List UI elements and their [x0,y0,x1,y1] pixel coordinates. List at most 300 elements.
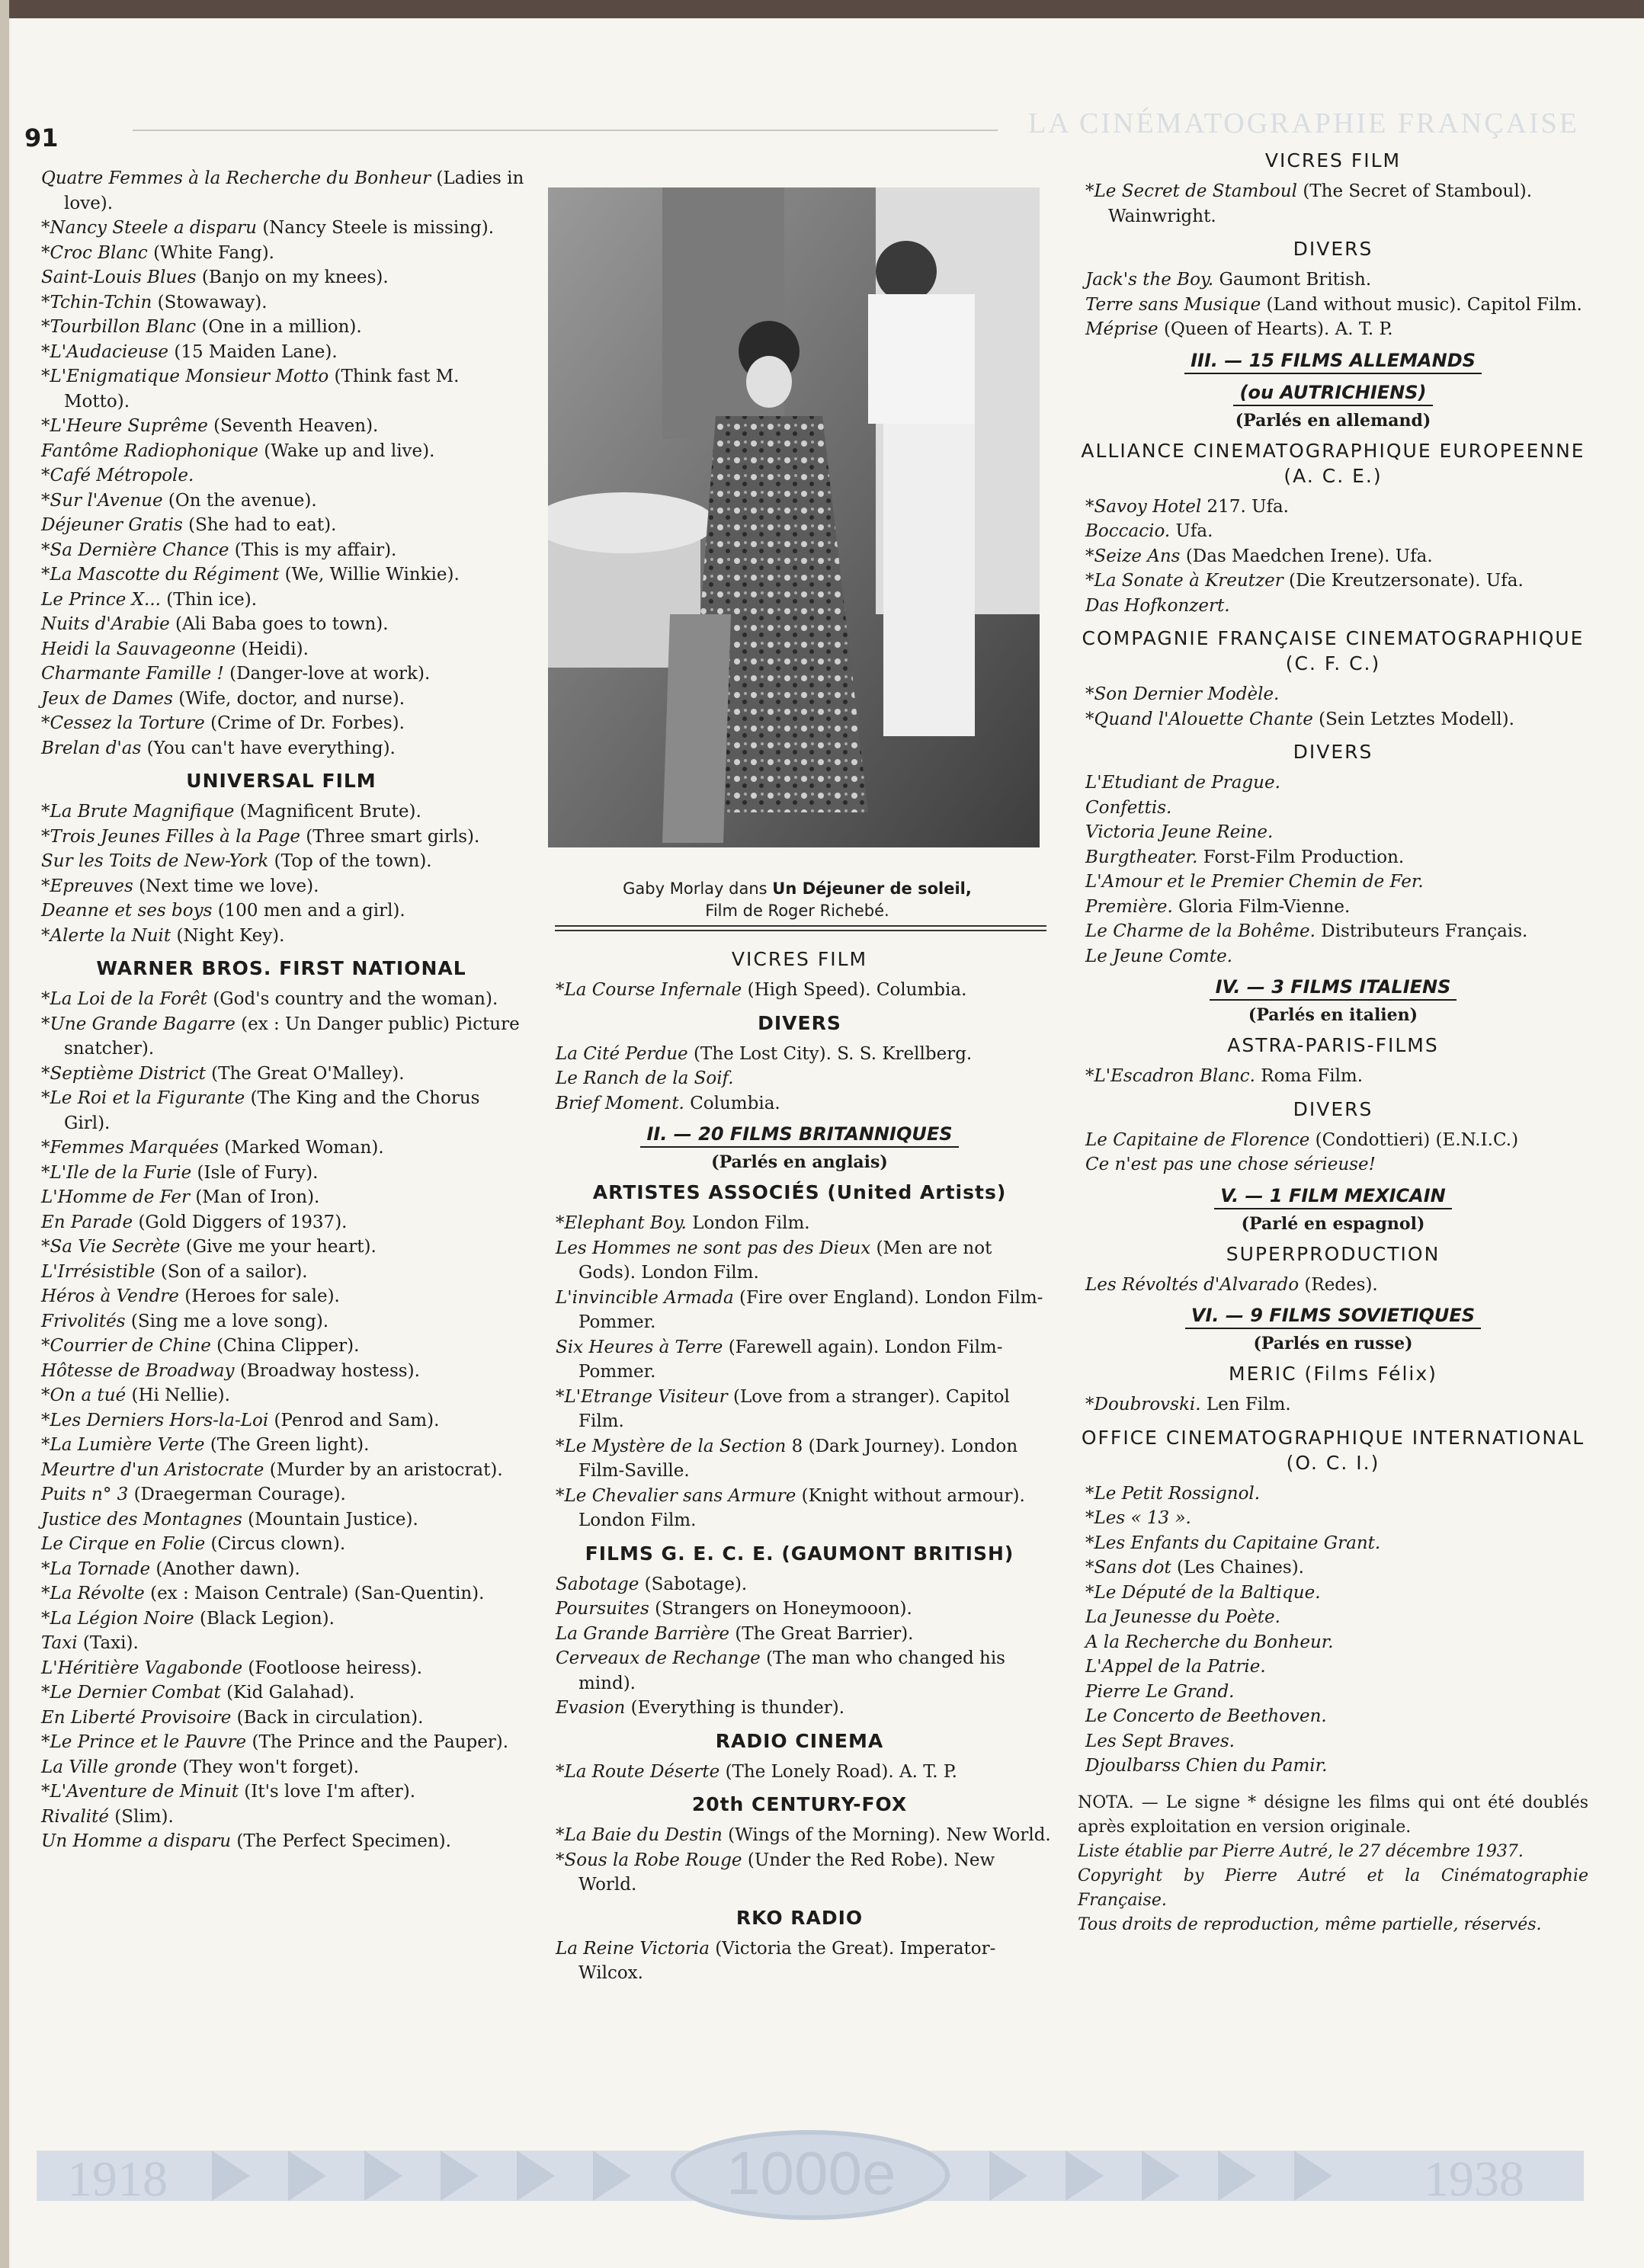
film-original-title: (Danger-love at work). [229,664,431,684]
section-title [1078,379,1588,406]
film-title: L'Amour et le Premier Chemin de Fer. [1085,872,1424,892]
language-note: (Parlés en allemand) [1235,410,1431,431]
film-entry [34,1557,529,1582]
film-title: Puits n° 3 [41,1485,129,1504]
film-entry [1078,1128,1588,1153]
film-title: Un Homme a disparu [41,1831,232,1851]
distributor-heading: VICRES FILM [1264,149,1402,171]
film-entry [548,1646,1051,1696]
film-title: Evasion [556,1698,626,1718]
film-title: L'Homme de Fer [41,1187,190,1207]
film-entry [34,1210,529,1235]
rights-notice: Tous droits de reproduction, même partielle, réservés. [1078,1914,1542,1934]
film-entry [34,1260,529,1285]
film-entry [1078,179,1588,229]
film-entry [34,166,529,216]
film-original-title: (We, Willie Winkie). [284,565,460,585]
film-title: Les Hommes ne sont pas des Dieux [556,1238,871,1258]
film-title: La Jeunesse du Poète. [1085,1607,1280,1627]
film-title: *La Révolte [41,1584,145,1603]
film-title: Déjeuner Gratis [41,515,183,535]
film-entry [34,1458,529,1483]
film-list [34,799,529,948]
caption-rule [555,930,1046,931]
film-entry [34,1706,529,1731]
film-entry [34,489,529,514]
film-title: Le Jeune Comte. [1085,946,1232,966]
film-original-title: (Les Chaines). [1177,1558,1304,1578]
film-entry [548,1597,1051,1622]
film-original-title: (Land without music). Capitol Film. [1266,294,1582,315]
film-entry [1078,1729,1588,1754]
film-list [1078,1273,1588,1298]
section-title-text: V. — 1 FILM MEXICAIN [1214,1185,1452,1209]
film-title: *La Route Déserte [556,1761,720,1782]
film-original-title: (ex : Maison Centrale) (San-Quentin). [150,1584,485,1603]
film-original-title: (The Great O'Malley). [211,1063,405,1084]
film-title: *Septième District [41,1063,206,1084]
film-title: Jeux de Dames [41,688,173,709]
film-title: Le Capitaine de Florence [1085,1129,1310,1150]
film-entry [34,987,529,1012]
film-original-title: (This is my affair). [234,540,397,560]
film-title: Justice des Montagnes [41,1509,242,1530]
film-title: Saint-Louis Blues [41,267,197,287]
language-note: (Parlés en italien) [1248,1005,1418,1025]
film-entry [548,1696,1051,1721]
film-title: La Cité Perdue [556,1043,688,1064]
film-entry [34,1507,529,1533]
film-original-title: Forst-Film Production. [1203,847,1405,867]
film-entry [34,1284,529,1309]
film-title: *Les Enfants du Capitaine Grant. [1085,1533,1381,1553]
film-list [1078,179,1588,229]
film-title: Brelan d'as [41,738,142,758]
distributor-heading: SUPERPRODUCTION [1226,1242,1441,1265]
film-entry [548,978,1051,1003]
film-list [1078,1392,1588,1418]
film-entry [1078,682,1588,707]
film-entry [34,364,529,414]
film-entry [34,513,529,538]
film-list [548,1042,1051,1116]
distributor-heading: FILMS G. E. C. E. (GAUMONT BRITISH) [585,1542,1014,1565]
film-title: *Les Derniers Hors-la-Loi [41,1410,269,1430]
distributor-heading: RKO RADIO [735,1906,864,1929]
film-title: Première. [1085,896,1173,917]
film-title: Le Ranch de la Soif. [556,1068,734,1088]
film-title: *Courrier de Chine [41,1336,211,1356]
film-entry [34,1779,529,1805]
film-original-title: Roma Film. [1261,1066,1364,1086]
film-title: *Savoy Hotel [1085,496,1202,517]
film-title: A la Recherche du Bonheur. [1085,1632,1334,1652]
film-original-title: (Redes). [1304,1274,1378,1295]
film-entry [34,1581,529,1606]
film-title: *L'Aventure de Minuit [41,1782,239,1802]
film-original-title: (The man who changed his mind). [578,1648,1005,1693]
film-title: Nuits d'Arabie [41,614,170,634]
film-title: *Epreuves [41,876,133,896]
film-title: *Son Dernier Modèle. [1085,684,1280,704]
film-title: *La Légion Noire [41,1608,194,1629]
film-original-title: (Wings of the Morning). New World. [728,1825,1051,1845]
banner-year-right: 1938 [1424,2151,1524,2207]
film-entry [1078,1506,1588,1531]
film-title: Das Hofkonzert. [1085,595,1230,616]
film-title: Le Charme de la Bohême. [1085,921,1316,941]
film-original-title: (Everything is thunder). [630,1698,845,1718]
film-title: *Elephant Boy. [556,1213,687,1233]
top-border [0,0,1644,18]
film-title: Quatre Femmes à la Recherche du Bonheur [41,168,431,188]
film-title: *Trois Jeunes Filles à la Page [41,826,300,847]
film-title: *Le Dernier Combat [41,1683,221,1703]
film-entry [548,1936,1051,1986]
film-entry [1078,1630,1588,1655]
distributor-heading: DIVERS [1293,238,1373,260]
film-entry [1078,1392,1588,1418]
header-rule [133,130,998,131]
film-entry [34,265,529,290]
film-original-title: (Ladies in love). [64,168,524,213]
film-title: Jack's the Boy. [1085,270,1214,290]
film-entry [548,1236,1051,1286]
film-title: *Alerte la Nuit [41,925,171,946]
film-original-title: (Night Key). [176,925,285,946]
film-entry [34,1482,529,1507]
film-original-title: (Wife, doctor, and nurse). [178,688,405,709]
film-entry [34,799,529,825]
film-entry [34,1309,529,1334]
film-entry [1078,594,1588,619]
film-original-title: (Marked Woman). [224,1138,384,1158]
film-entry [34,1755,529,1780]
film-entry [1078,1064,1588,1089]
distributor-heading: VICRES FILM [731,948,868,970]
film-original-title: (Ali Baba goes to town). [175,614,389,634]
distributor-heading: ASTRA-PARIS-FILMS [1227,1034,1439,1056]
film-title: *La Baie du Destin [556,1825,723,1845]
film-list [1078,770,1588,969]
film-original-title: (Seventh Heaven). [213,416,379,436]
film-original-title: (15 Maiden Lane). [174,341,338,362]
film-entry [34,439,529,464]
photo-caption [553,878,1041,922]
section-title [1078,1302,1588,1329]
film-entry [34,612,529,637]
film-entry [548,1066,1051,1091]
film-entry [34,1161,529,1186]
film-title: Victoria Jeune Reine. [1085,822,1274,842]
film-list [1078,267,1588,342]
film-original-title: (Three smart girls). [306,826,480,847]
film-entry [34,414,529,439]
film-entry [34,1532,529,1557]
film-original-title: (Sein Letztes Modell). [1319,709,1514,729]
film-original-title: (God's country and the woman). [213,989,498,1009]
film-title: Le Cirque en Folie [41,1534,206,1554]
film-title: *Nancy Steele a disparu [41,218,257,238]
film-entry [34,463,529,489]
film-original-title: (Footloose heiress). [248,1658,423,1678]
film-entry [34,662,529,687]
film-original-title: (Mountain Justice). [248,1509,418,1530]
film-original-title: (Top of the town). [274,851,432,871]
film-original-title: (One in a million). [201,317,362,337]
film-entry [1078,495,1588,520]
film-entry [1078,1555,1588,1581]
film-title: Hôtesse de Broadway [41,1360,235,1381]
film-original-title: (Think fast M. Motto). [64,367,460,412]
middle-column [548,939,1051,1986]
film-entry [34,1606,529,1632]
film-original-title: (Hi Nellie). [131,1385,230,1405]
film-title: Heidi la Sauvageonne [41,639,236,659]
film-entry [34,1136,529,1161]
film-original-title: (Victoria the Great). Imperator-Wilcox. [578,1938,996,1983]
film-original-title: (The King and the Chorus Girl). [64,1088,480,1133]
film-entry [34,1433,529,1458]
film-original-title: (The Great Barrier). [735,1623,914,1644]
film-entry [34,1680,529,1706]
film-original-title: (Das Maedchen Irene). Ufa. [1185,546,1433,566]
film-entry [1078,770,1588,796]
film-title: Méprise [1085,319,1158,339]
film-list [548,1572,1051,1721]
film-original-title: Len Film. [1206,1395,1291,1414]
film-entry [34,1408,529,1434]
film-title: *Tchin-Tchin [41,292,152,312]
film-title: *L'Etrange Visiteur [556,1386,728,1407]
film-title: Djoulbarss Chien du Pamir. [1085,1756,1328,1776]
film-title: *Le Prince et le Pauvre [41,1732,247,1752]
film-original-title: Ufa. [1175,521,1213,541]
film-title: *La Course Infernale [556,980,742,1000]
film-title: La Reine Victoria [556,1938,710,1959]
film-entry [34,1235,529,1260]
film-entry [548,1572,1051,1597]
distributor-heading: DIVERS [758,1011,841,1034]
film-original-title: (Black Legion). [199,1608,335,1629]
film-title: *Le Petit Rossignol. [1085,1483,1261,1504]
film-entry [34,736,529,761]
film-original-title: (Murder by an aristocrat). [269,1459,503,1480]
film-entry [34,849,529,874]
distributor-heading: WARNER BROS. FIRST NATIONAL [96,957,466,979]
film-original-title: (Sing me a love song). [130,1311,329,1331]
film-original-title: (Men are not Gods). London Film. [578,1238,992,1283]
film-title: *Seize Ans [1085,546,1181,566]
film-original-title: (Gold Diggers of 1937). [138,1212,348,1232]
distributor-heading: COMPAGNIE FRANÇAISE CINEMATOGRAPHIQUE (C. F. C.) [1082,627,1585,674]
distributor-heading: MERIC (Films Félix) [1229,1363,1437,1385]
section-title-text: (ou AUTRICHIENS) [1233,382,1432,406]
film-title: Sur les Toits de New-York [41,851,269,871]
film-title: Deanne et ses boys [41,901,213,921]
film-title: Confettis. [1085,797,1172,818]
film-entry [1078,1581,1588,1606]
film-entry [34,1062,529,1087]
film-title: Boccacio. [1085,521,1171,541]
film-entry [34,924,529,949]
film-original-title: (Slim). [114,1806,174,1827]
film-entry [34,1086,529,1136]
film-original-title: (China Clipper). [216,1336,360,1356]
film-original-title: (Farewell again). London Film-Pommer. [578,1337,1003,1382]
film-entry [1078,293,1588,318]
film-list [548,1211,1051,1533]
film-original-title: (Die Kreutzersonate). Ufa. [1289,571,1524,591]
film-original-title: Gaumont British. [1219,270,1372,290]
film-title: La Grande Barrière [556,1623,730,1644]
film-entry [1078,1273,1588,1298]
language-note: (Parlés en anglais) [711,1152,888,1172]
film-entry [34,1334,529,1359]
film-list [1078,1064,1588,1089]
film-entry [548,1286,1051,1335]
list-credit: Liste établie par Pierre Autré, le 27 décembre 1937. [1078,1841,1524,1861]
film-original-title: (The Perfect Specimen). [236,1831,451,1851]
film-title: *Sans dot [1085,1558,1171,1578]
film-title: Le Prince X... [41,589,161,610]
film-title: *On a tué [41,1385,127,1405]
film-title: Meurtre d'un Aristocrate [41,1459,264,1480]
film-title: *Quand l'Alouette Chante [1085,709,1313,729]
film-title: Ce n'est pas une chose sérieuse! [1085,1155,1376,1174]
nota-text: NOTA. — Le signe * désigne les films qui ont été doublés après exploitation en version originale. [1078,1792,1588,1837]
film-entry [1078,267,1588,293]
film-entry [34,1359,529,1384]
film-list [1078,1482,1588,1779]
section-title [1078,347,1588,374]
film-title: *Croc Blanc [41,242,148,263]
film-original-title: (Knight without armour). London Film. [578,1485,1025,1530]
film-entry [1078,1605,1588,1630]
film-entry [1078,820,1588,845]
film-title: *La Loi de la Forêt [41,989,208,1009]
film-still-photo [548,187,1040,847]
film-original-title: Distributeurs Français. [1321,921,1528,941]
film-original-title: (The Lonely Road). A. T. P. [725,1761,957,1782]
film-entry [1078,1680,1588,1705]
film-still-illustration [548,187,1040,847]
film-entry [1078,1152,1588,1177]
film-list [548,1760,1051,1785]
film-original-title: (100 men and a girl). [217,901,405,921]
distributor-heading: 20th CENTURY-FOX [691,1793,908,1815]
film-title: Charmante Famille ! [41,664,224,684]
film-original-title: (Heroes for sale). [184,1286,340,1306]
film-entry [34,562,529,588]
film-entry [34,216,529,241]
section-title [1078,1182,1588,1209]
film-title: Sabotage [556,1574,639,1594]
film-title: *Sous la Robe Rouge [556,1850,742,1870]
film-entry [1078,1754,1588,1779]
film-entry [1078,317,1588,342]
film-original-title: (Stowaway). [157,292,268,312]
film-entry [34,711,529,736]
distributor-heading: OFFICE CINEMATOGRAPHIQUE INTERNATIONAL (O. C. I.) [1081,1426,1585,1474]
film-original-title: (Magnificent Brute). [239,802,421,822]
film-entry [1078,895,1588,920]
film-entry [34,588,529,613]
film-entry [34,1656,529,1681]
film-title: L'Irrésistible [41,1261,155,1282]
film-entry [1078,707,1588,732]
film-title: Les Sept Braves. [1085,1731,1235,1751]
caption-director: Film de Roger Richebé. [705,902,889,920]
film-original-title: (Sabotage). [644,1574,748,1594]
page-number: 91 [24,123,59,152]
film-original-title: 8 (Dark Journey). London Film-Saville. [578,1436,1018,1481]
film-list [34,987,529,1854]
film-entry [1078,1704,1588,1729]
film-original-title: (Circus clown). [210,1534,346,1554]
film-entry [34,340,529,365]
film-entry [34,1805,529,1830]
film-title: *Tourbillon Blanc [41,317,197,337]
film-title: L'Héritière Vagabonde [41,1658,243,1678]
film-entry [34,1631,529,1656]
film-entry [1078,1482,1588,1507]
film-title: *Sur l'Avenue [41,490,163,511]
film-original-title: (Draegerman Courage). [133,1485,346,1504]
section-title-text: III. — 15 FILMS ALLEMANDS [1184,350,1482,374]
anniversary-banner [37,2129,1584,2221]
film-original-title: (High Speed). Columbia. [747,980,967,1000]
film-entry [1078,1531,1588,1556]
film-original-title: (ex : Un Danger public) Picture snatcher). [64,1014,520,1059]
film-entry [34,1185,529,1210]
film-title: En Parade [41,1212,133,1232]
film-title: Les Révoltés d'Alvarado [1085,1274,1299,1295]
distributor-heading: DIVERS [1293,1097,1373,1120]
film-entry [34,290,529,316]
film-list [1078,495,1588,619]
film-title: Six Heures à Terre [556,1337,723,1357]
section-title-text: VI. — 9 FILMS SOVIETIQUES [1185,1305,1481,1329]
film-entry [34,538,529,563]
film-entry [548,1484,1051,1533]
binding-edge [0,0,9,2268]
film-title: *L'Ile de la Furie [41,1162,192,1183]
film-original-title: (Heidi). [241,639,309,659]
film-entry [548,1434,1051,1484]
film-entry [1078,569,1588,594]
film-original-title: Columbia. [690,1093,780,1113]
film-title: En Liberté Provisoire [41,1707,232,1728]
banner-year-left: 1918 [67,2151,168,2207]
film-title: *L'Heure Suprême [41,416,208,436]
film-original-title: (Broadway hostess). [239,1360,420,1381]
film-title: *La Tornade [41,1558,151,1579]
film-original-title: (Crime of Dr. Forbes). [210,713,405,733]
film-entry [34,1383,529,1408]
film-entry [34,315,529,340]
film-title: Frivolités [41,1311,126,1331]
film-title: *Le Mystère de la Section [556,1436,787,1456]
film-entry [548,1335,1051,1385]
film-title: *Une Grande Bagarre [41,1014,236,1034]
film-title: Pierre Le Grand. [1085,1681,1235,1702]
film-entry [1078,870,1588,895]
film-title: Cerveaux de Rechange [556,1648,761,1668]
film-original-title: (Wake up and live). [264,440,435,461]
film-original-title: (Condottieri) (E.N.I.C.) [1315,1129,1519,1150]
film-original-title: (You can't have everything). [146,738,396,758]
